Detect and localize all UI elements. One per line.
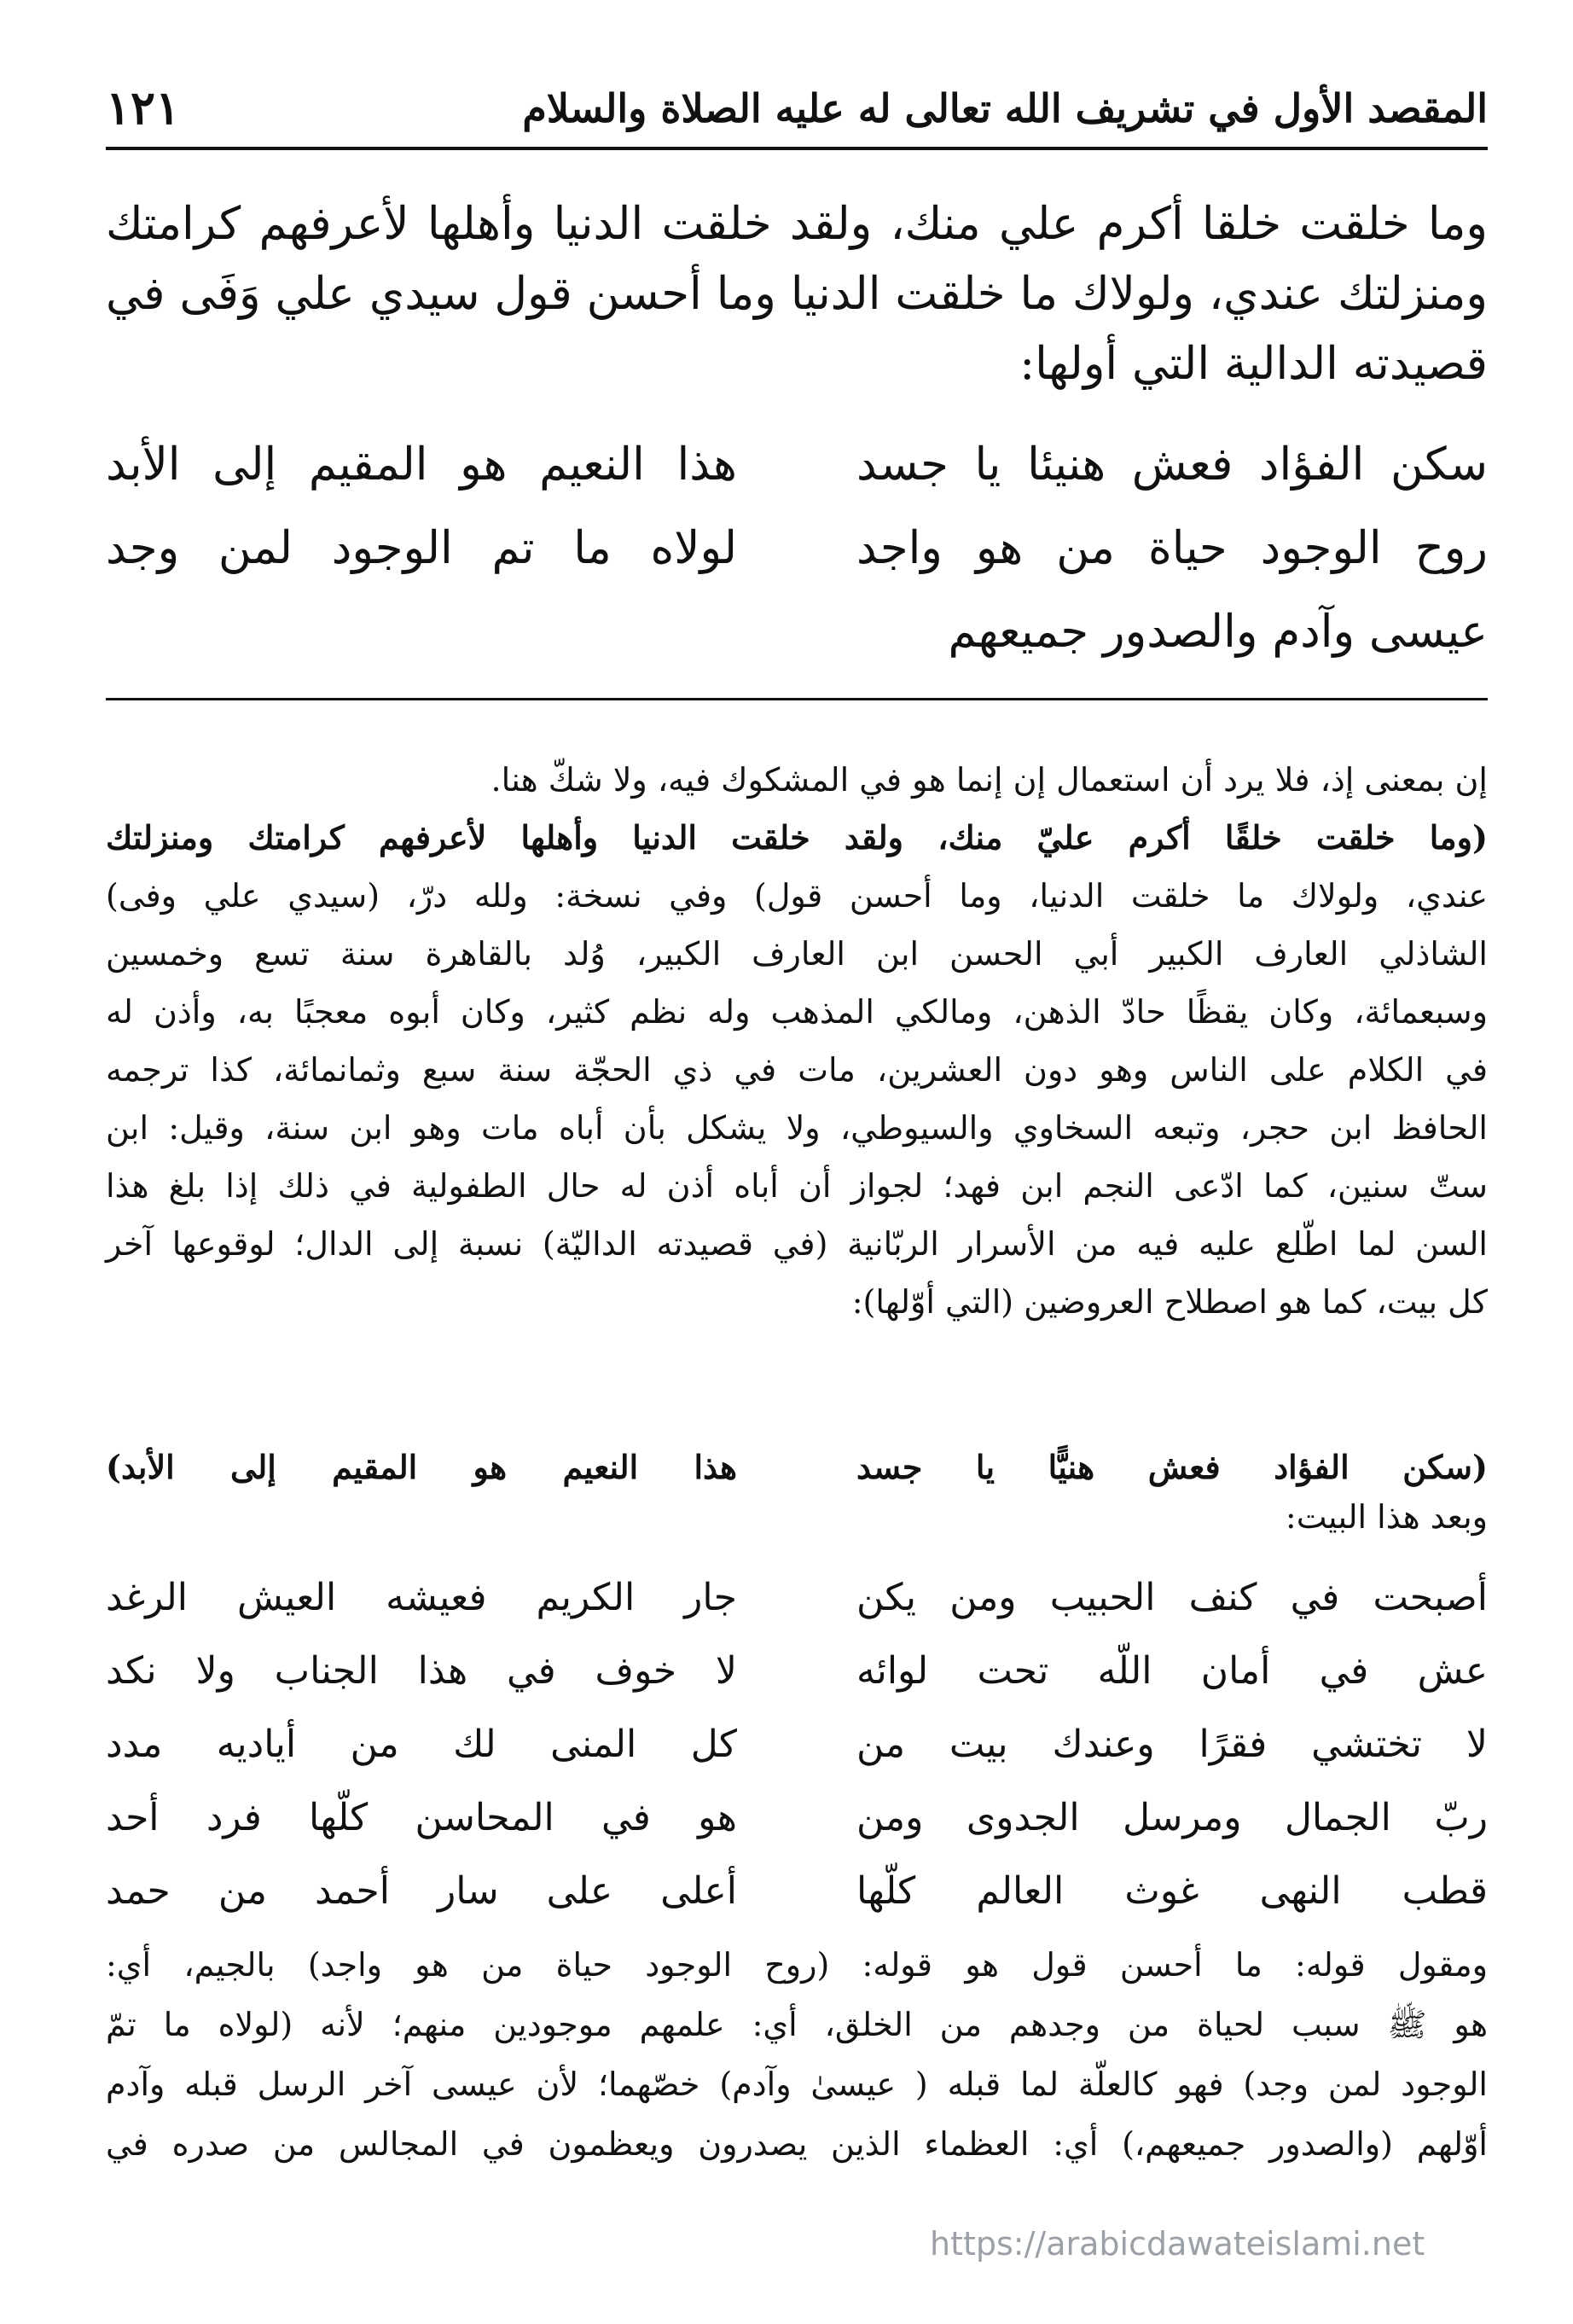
commentary-line: الحافظ ابن حجر، وتبعه السخاوي والسيوطي، ولا يشكل بأن أباه مات وهو ابن سنة، وقيل: ابن [106,1109,1488,1147]
verse-second-hemistich: هذا النعيم هو المقيم إلى الأبد) [106,1448,737,1486]
commentary-verses [106,1561,1488,1928]
after-verse-note: وبعد هذا البيت: [1285,1498,1488,1536]
commentary-line: هو ﷺ سبب لحياة من وجدهم من الخلق، أي: علمهم موجودين منهم؛ لأنه (لولاه ما تمّ [106,2006,1488,2043]
verse-first-hemistich: (سكن الفؤاد فعش هنيًّا يا جسد [856,1448,1488,1486]
main-text-line: وما خلقت خلقا أكرم علي منك، ولقد خلقت الدنيا وأهلها لأعرفهم كرامتك [106,198,1488,250]
verse-line [106,1708,1488,1781]
commentary-line: الشاذلي العارف الكبير أبي الحسن ابن العارف الكبير، وُلد بالقاهرة سنة تسع وخمسين [106,935,1488,973]
verse-line [106,423,1488,507]
commentary-line: كل بيت، كما هو اصطلاح العروضين (التي أوّلها): [851,1283,1488,1321]
verse-second-hemistich [106,590,737,674]
verse-second-hemistich: لا خوف في هذا الجناب ولا نكد [106,1649,737,1693]
verse-second-hemistich: كل المنى لك من أياديه مدد [106,1723,737,1766]
verse-first-hemistich: ربّ الجمال ومرسل الجدوى ومن [856,1796,1488,1839]
verse-line [106,1781,1488,1855]
commentary-line: (وما خلقت خلقًا أكرم عليّ منك، ولقد خلقت الدنيا وأهلها لأعرفهم كرامتك ومنزلتك [106,818,1488,857]
commentary-line: عندي، ولولاك ما خلقت الدنيا، وما أحسن قول) وفي نسخة: ولله درّ، (سيدي علي وفى) [106,877,1488,915]
verse-second-hemistich: هو في المحاسن كلّها فرد أحد [106,1796,737,1839]
commentary-line: في الكلام على الناس وهو دون العشرين، مات في ذي الحجّة سنة سبع وثمانمائة، كذا ترجمه [106,1051,1488,1089]
commentary-text [106,751,1488,1331]
verse-second-hemistich: أعلى على سار أحمد من حمد [106,1869,737,1913]
commentary-line: ستّ سنين، كما ادّعى النجم ابن فهد؛ لجواز أن أباه أذن له حال الطفولية في ذلك إذا بلغ هذا [106,1167,1488,1205]
quoted-verse [106,1442,1488,1493]
site-watermark: https://arabicdawateislami.net [930,2225,1425,2263]
commentary-line: السن لما اطّلع عليه فيه من الأسرار الربّانية (في قصيدته الداليّة) نسبة إلى الدال؛ لوقوعها آخر [106,1225,1488,1263]
commentary-divider [106,698,1488,700]
main-text [106,189,1488,399]
verse-second-hemistich: هذا النعيم هو المقيم إلى الأبد [106,439,737,491]
verse-second-hemistich: جار الكريم فعيشه العيش الرغد [106,1576,737,1619]
commentary-line: وسبعمائة، وكان يقظًا حادّ الذهن، ومالكي المذهب وله نظم كثير، وكان أبوه معجبًا به، وأذن له [106,993,1488,1031]
verse-first-hemistich: قطب النهى غوث العالم كلّها [856,1869,1488,1913]
commentary-line: الوجود لمن وجد) فهو كالعلّة لما قبله ( عيسىٰ وآدم) خصّهما؛ لأن عيسى آخر الرسل قبله وآدم [106,2065,1488,2103]
verse-line [106,1561,1488,1635]
verse-first-hemistich: عش في أمان اللّه تحت لوائه [856,1649,1488,1693]
main-verses [106,423,1488,674]
main-text-line: ومنزلتك عندي، ولولاك ما خلقت الدنيا وما أحسن قول سيدي علي وَفَى في [106,268,1488,320]
verse-first-hemistich: سكن الفؤاد فعش هنيئا يا جسد [856,439,1488,491]
verse-line [106,590,1488,674]
verse-line [106,507,1488,590]
verse-line [106,1855,1488,1928]
verse-first-hemistich: لا تختشي فقرًا وعندك بيت من [856,1723,1488,1766]
header-divider [106,147,1488,150]
verse-line [106,1635,1488,1708]
verse-first-hemistich: روح الوجود حياة من هو واجد [856,522,1488,574]
commentary-line: أوّلهم (والصدور جميعهم،) أي: العظماء الذين يصدرون ويعظمون في المجالس من صدره في [106,2125,1488,2163]
verse-first-hemistich: عيسى وآدم والصدور جميعهم [948,606,1488,658]
commentary-line: ومقول قوله: ما أحسن قول هو قوله: (روح الوجود حياة من هو واجد) بالجيم، أي: [106,1946,1488,1984]
running-header [106,78,1488,147]
verse-line [106,1442,1488,1493]
page-number: ١٢١ [106,80,181,135]
verse-first-hemistich: أصبحت في كنف الحبيب ومن يكن [856,1576,1488,1619]
verse-second-hemistich: لولاه ما تم الوجود لمن وجد [106,522,737,574]
commentary-tail [106,1935,1488,2174]
main-text-line: قصيدته الدالية التي أولها: [1019,338,1488,390]
header-title: المقصد الأول في تشريف الله تعالى له عليه الصلاة والسلام [522,85,1488,131]
commentary-line: إن بمعنى إذ، فلا يرد أن استعمال إن إنما هو في المشكوك فيه، ولا شكّ هنا. [490,761,1488,799]
